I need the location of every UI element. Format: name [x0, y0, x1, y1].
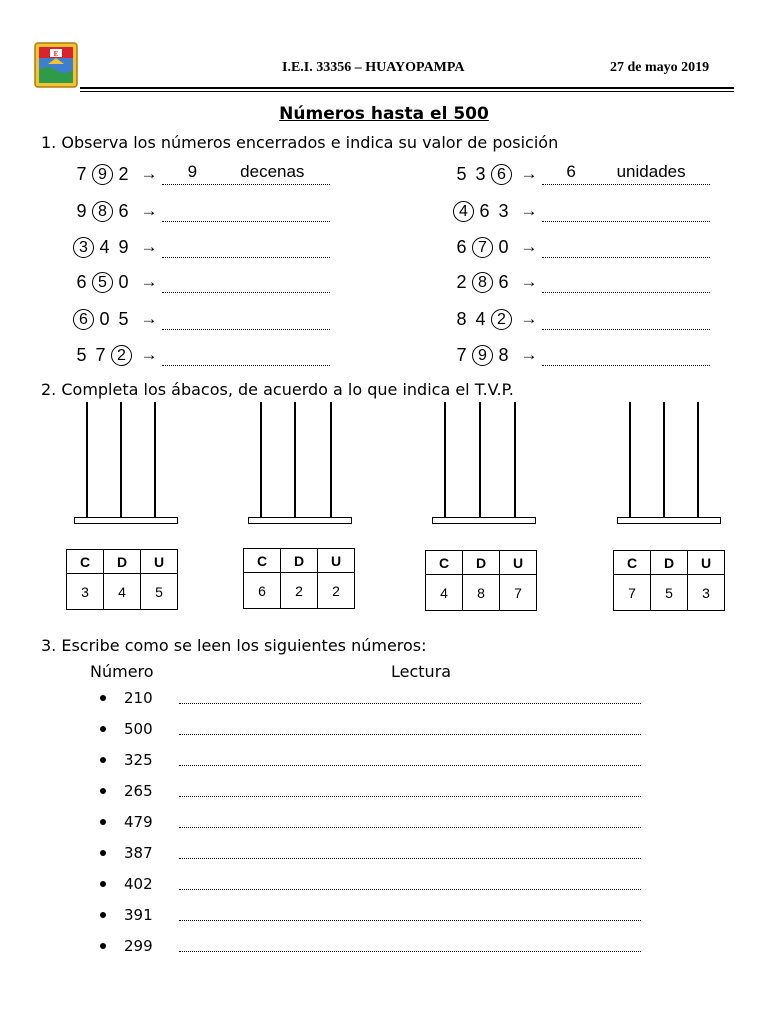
bullet-icon: [100, 881, 106, 887]
abacus-rod-c: [86, 402, 88, 517]
bullet-icon: [100, 726, 106, 732]
circled-digit: 6: [73, 309, 94, 330]
reading-answer-line[interactable]: [179, 723, 641, 735]
digit: 6: [456, 236, 467, 257]
abacus-rod-d: [120, 402, 122, 517]
exercise-number: [72, 309, 136, 330]
section1-instruction: 1. Observa los números encerrados e indica su valor de posición: [41, 133, 559, 152]
tvp-table-4: [613, 550, 725, 611]
digit: 7: [95, 344, 106, 365]
reading-answer-line[interactable]: [179, 940, 641, 952]
arrow-icon: →: [520, 164, 538, 183]
tvp-table-3: [425, 550, 537, 611]
section3-instruction: 3. Escribe como se leen los siguientes números:: [41, 636, 427, 655]
circled-digit: 7: [472, 237, 493, 258]
tvp-header-u: U: [500, 551, 537, 575]
page-title: [0, 104, 768, 124]
tvp-header-u: U: [688, 551, 725, 575]
answer-value: 9: [187, 162, 198, 181]
arrow-icon: →: [140, 309, 158, 328]
header-date: 27 de mayo 2019: [610, 60, 710, 75]
exercise-number: [452, 201, 516, 222]
tvp-header-u: U: [141, 550, 178, 574]
arrow-icon: →: [520, 345, 538, 364]
abacus-rod-c: [444, 402, 446, 517]
arrow-icon: →: [140, 345, 158, 364]
bullet-icon: [100, 850, 106, 856]
tvp-value-d: 2: [281, 573, 318, 609]
bullet-icon: [100, 819, 106, 825]
digit: 9: [118, 236, 129, 257]
arrow-icon: →: [520, 237, 538, 256]
exercise-row-left-4: [72, 268, 330, 296]
digit: 8: [498, 344, 509, 365]
answer-value: 6: [566, 162, 576, 181]
tvp-header-d: D: [281, 549, 318, 573]
answer-blank[interactable]: [542, 163, 710, 185]
abacus-base: [74, 517, 178, 524]
reading-row: [100, 841, 641, 865]
reading-answer-line[interactable]: [179, 785, 641, 797]
reading-number: 479: [124, 813, 153, 831]
reading-row: [100, 903, 641, 927]
answer-blank[interactable]: [542, 236, 710, 258]
digit: 6: [118, 200, 129, 221]
arrow-icon: →: [140, 237, 158, 256]
tvp-header-c: C: [614, 551, 651, 575]
tvp-value-c: 4: [426, 575, 463, 611]
reading-row: [100, 748, 641, 772]
reading-number: 325: [124, 751, 153, 769]
answer-blank[interactable]: [542, 271, 710, 293]
exercise-row-right-6: [452, 341, 710, 369]
abacus-base: [432, 517, 536, 524]
digit: 0: [498, 236, 509, 257]
arrow-icon: →: [520, 272, 538, 291]
exercise-number: [72, 237, 136, 258]
digit: 5: [76, 344, 87, 365]
bullet-icon: [100, 788, 106, 794]
abacus-rod-c: [629, 402, 631, 517]
digit: 6: [498, 271, 509, 292]
reading-number: 210: [124, 689, 153, 707]
answer-blank[interactable]: [162, 163, 330, 185]
arrow-icon: →: [520, 309, 538, 328]
digit: 5: [456, 163, 467, 184]
abacus-3: [432, 402, 542, 526]
reading-row: [100, 717, 641, 741]
reading-row: [100, 934, 641, 958]
reading-row: [100, 872, 641, 896]
circled-digit: 3: [73, 237, 94, 258]
exercise-row-right-5: [452, 305, 710, 333]
tvp-table-1: [66, 549, 178, 610]
answer-blank[interactable]: [162, 236, 330, 258]
digit: 7: [76, 163, 87, 184]
bullet-icon: [100, 912, 106, 918]
arrow-icon: →: [140, 164, 158, 183]
digit: 4: [475, 308, 486, 329]
digit: 0: [118, 271, 129, 292]
abacus-rod-d: [294, 402, 296, 517]
tvp-header-d: D: [104, 550, 141, 574]
tvp-value-c: 6: [244, 573, 281, 609]
circled-digit: 9: [472, 345, 493, 366]
tvp-header-c: C: [244, 549, 281, 573]
exercise-number: [452, 237, 516, 258]
answer-blank[interactable]: [162, 344, 330, 366]
reading-number: 265: [124, 782, 153, 800]
tvp-header-d: D: [463, 551, 500, 575]
abacus-rod-c: [260, 402, 262, 517]
abacus-rod-u: [697, 402, 699, 517]
exercise-number: [452, 345, 516, 366]
answer-blank[interactable]: [162, 200, 330, 222]
reading-answer-line[interactable]: [179, 878, 641, 890]
digit: 5: [118, 308, 129, 329]
circled-digit: 9: [92, 164, 113, 185]
digit: 9: [76, 200, 87, 221]
tvp-value-u: 7: [500, 575, 537, 611]
answer-blank[interactable]: [162, 271, 330, 293]
exercise-number: [72, 201, 136, 222]
exercise-row-left-2: [72, 197, 330, 225]
section2-instruction: 2. Completa los ábacos, de acuerdo a lo que indica el T.V.P.: [41, 380, 514, 399]
tvp-value-d: 5: [651, 575, 688, 611]
exercise-row-left-6: [72, 341, 330, 369]
abacus-rod-d: [479, 402, 481, 517]
abacus-1: [74, 402, 184, 526]
logo-letter: E: [53, 50, 59, 58]
column-header-numero: Número: [90, 662, 154, 681]
arrow-icon: →: [140, 201, 158, 220]
bullet-icon: [100, 943, 106, 949]
column-header-lectura: Lectura: [391, 662, 452, 681]
digit: 3: [475, 163, 486, 184]
tvp-header-u: U: [318, 549, 355, 573]
circled-digit: 2: [111, 345, 132, 366]
abacus-4: [617, 402, 727, 526]
exercise-number: [452, 309, 516, 330]
page-title-text: Números hasta el 500: [279, 104, 489, 124]
tvp-header-c: C: [426, 551, 463, 575]
circled-digit: 8: [472, 272, 493, 293]
exercise-number: [72, 345, 136, 366]
handwritten-answer: [546, 162, 706, 182]
answer-blank[interactable]: [542, 344, 710, 366]
digit: 7: [456, 344, 467, 365]
exercise-number: [72, 272, 136, 293]
digit: 2: [118, 163, 129, 184]
reading-answer-line[interactable]: [179, 754, 641, 766]
reading-number: 387: [124, 844, 153, 862]
reading-answer-line[interactable]: [179, 816, 641, 828]
exercise-row-left-1: [72, 160, 330, 188]
abacus-2: [248, 402, 358, 526]
abacus-rod-d: [663, 402, 665, 517]
exercise-number: [452, 164, 516, 185]
bullet-icon: [100, 757, 106, 763]
arrow-icon: →: [140, 272, 158, 291]
school-logo: [34, 42, 78, 88]
abacus-base: [617, 517, 721, 524]
digit: 8: [456, 308, 467, 329]
exercise-number: [72, 164, 136, 185]
reading-row: [100, 810, 641, 834]
circled-digit: 2: [491, 309, 512, 330]
digit: 3: [498, 200, 509, 221]
tvp-table-2: [243, 548, 355, 609]
answer-blank[interactable]: [162, 308, 330, 330]
reading-number: 299: [124, 937, 153, 955]
reading-number: 391: [124, 906, 153, 924]
circled-digit: 4: [453, 201, 474, 222]
exercise-row-right-3: [452, 233, 710, 261]
circled-digit: 8: [92, 201, 113, 222]
reading-answer-line[interactable]: [179, 692, 641, 704]
digit: 0: [99, 308, 110, 329]
exercise-row-left-3: [72, 233, 330, 261]
abacus-rod-u: [154, 402, 156, 517]
reading-answer-line[interactable]: [179, 847, 641, 859]
answer-blank[interactable]: [542, 200, 710, 222]
digit: 4: [99, 236, 110, 257]
tvp-value-c: 7: [614, 575, 651, 611]
exercise-row-left-5: [72, 305, 330, 333]
exercise-row-right-4: [452, 268, 710, 296]
tvp-value-u: 5: [141, 574, 178, 610]
arrow-icon: →: [520, 201, 538, 220]
answer-unit: unidades: [616, 162, 686, 181]
tvp-value-d: 4: [104, 574, 141, 610]
digit: 6: [479, 200, 490, 221]
answer-blank[interactable]: [542, 308, 710, 330]
tvp-value-d: 8: [463, 575, 500, 611]
reading-number: 402: [124, 875, 153, 893]
bullet-icon: [100, 695, 106, 701]
circled-digit: 5: [92, 272, 113, 293]
abacus-rod-u: [514, 402, 516, 517]
reading-number: 500: [124, 720, 153, 738]
circled-digit: 6: [491, 164, 512, 185]
abacus-base: [248, 517, 352, 524]
tvp-value-u: 2: [318, 573, 355, 609]
handwritten-answer: [166, 162, 326, 182]
exercise-row-right-2: [452, 197, 710, 225]
tvp-value-u: 3: [688, 575, 725, 611]
header-rule-thin: [80, 91, 734, 92]
exercise-number: [452, 272, 516, 293]
reading-answer-line[interactable]: [179, 909, 641, 921]
digit: 6: [76, 271, 87, 292]
abacus-rod-u: [330, 402, 332, 517]
tvp-header-c: C: [67, 550, 104, 574]
digit: 2: [456, 271, 467, 292]
school-name: I.E.I. 33356 – HUAYOPAMPA: [282, 60, 465, 75]
tvp-header-d: D: [651, 551, 688, 575]
header-rule: [80, 87, 734, 89]
tvp-value-c: 3: [67, 574, 104, 610]
reading-row: [100, 686, 641, 710]
reading-row: [100, 779, 641, 803]
answer-unit: decenas: [240, 162, 305, 181]
exercise-row-right-1: [452, 160, 710, 188]
